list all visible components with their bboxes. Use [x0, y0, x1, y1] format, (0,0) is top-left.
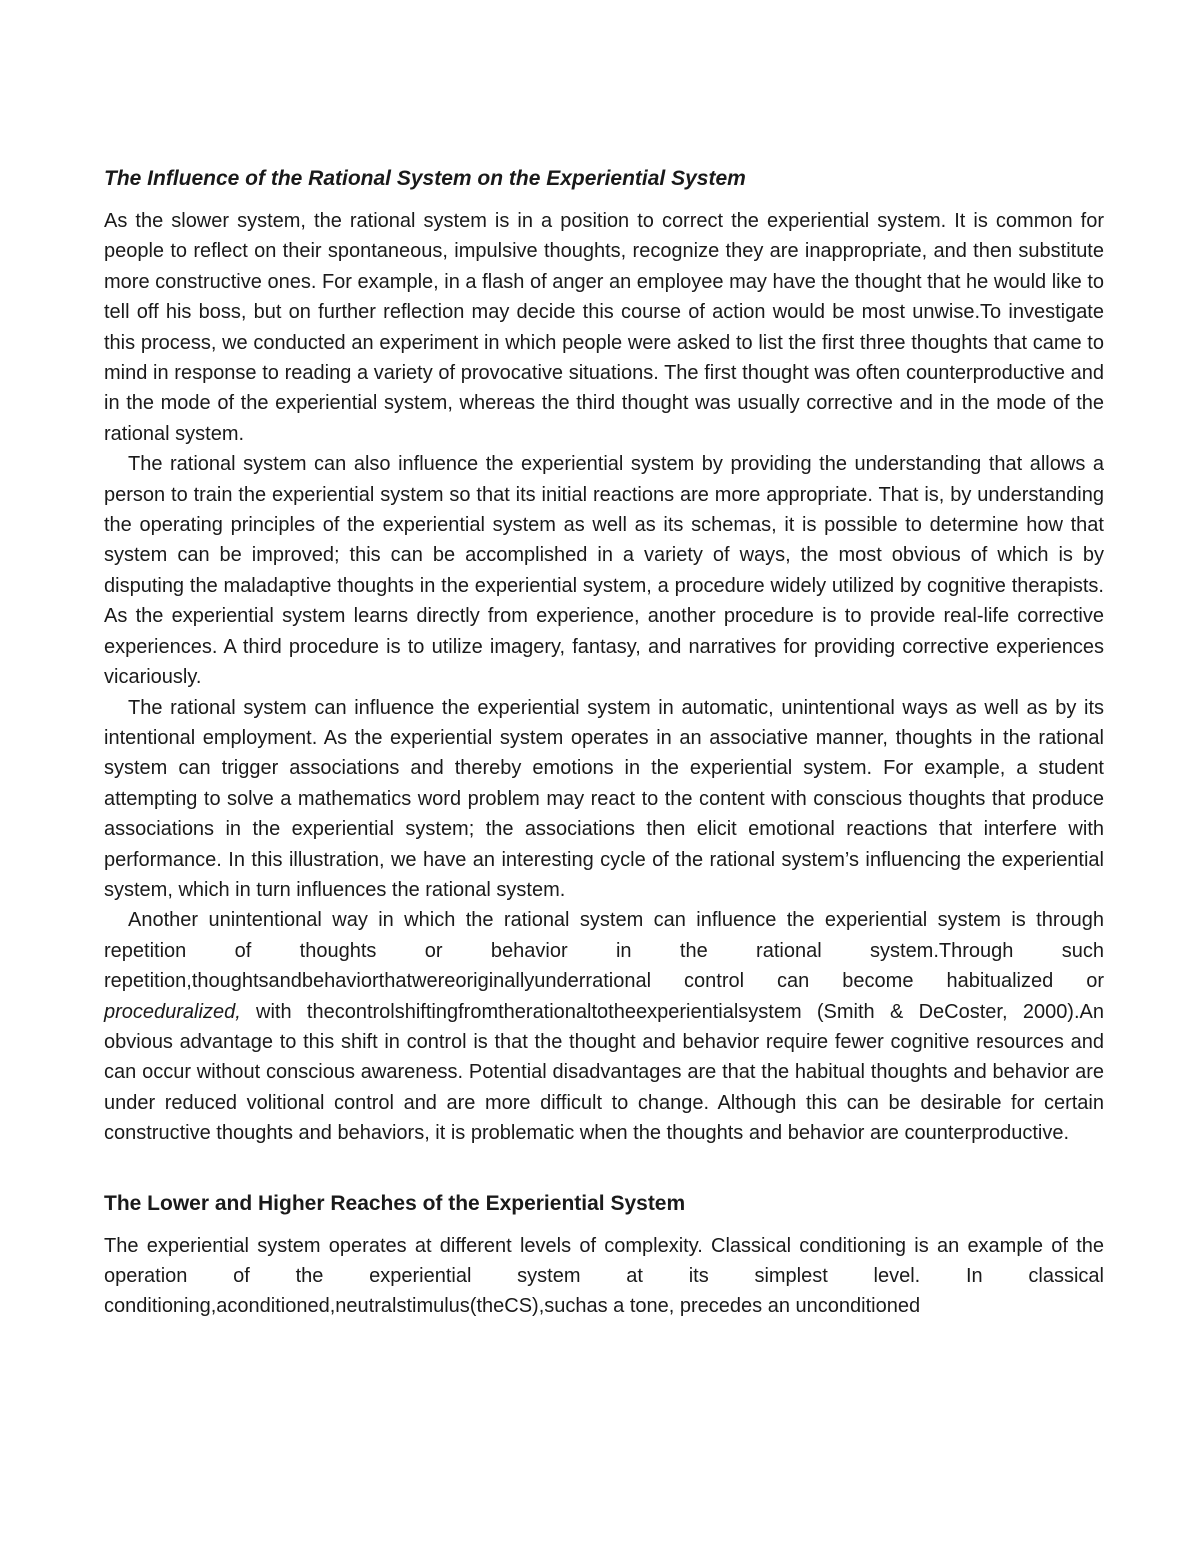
paragraph-4	[104, 905, 1104, 1148]
paragraph-3: The rational system can influence the experiential system in automatic, unintentional ways as well as by its intentional employment. As the experiential system operates in an associative manner, thoughts in the rational system can trigger associations and thereby emotions in the experiential system. For example, a student attempting to solve a mathematics word problem may react to the content with conscious thoughts that produce associations in the experiential system; the associations then elicit emotional reactions that interfere with performance. In this illustration, we have an interesting cycle of the rational system’s influencing the experiential system, which in turn influences the rational system.	[104, 696, 1104, 901]
section-heading-lower-higher-reaches: The Lower and Higher Reaches of the Experiential System	[104, 1191, 686, 1215]
paragraph-1: As the slower system, the rational system is in a position to correct the experiential system. It is common for people to reflect on their spontaneous, impulsive thoughts, recognize they are inappropriate, and then substitute more constructive ones. For example, in a flash of anger an employee may have the thought that he would like to tell off his boss, but on further reflection may decide this course of action would be most unwise.To investigate this process, we conducted an experiment in which people were asked to list the first three thoughts that came to mind in response to reading a variety of provocative situations. The first thought was often counterproductive and in the mode of the experiential system, whereas the third thought was usually corrective and in the mode of the rational system.	[104, 210, 1104, 445]
document-page	[104, 164, 1104, 1322]
paragraph-5: The experiential system operates at different levels of complexity. Classical conditioning is an example of the operation of the experiential system at its simplest level. In classical conditioning,aconditioned,neutralstimulus(theCS),suchas a tone, precedes an unconditioned	[104, 1234, 1104, 1318]
paragraph-2: The rational system can also influence the experiential system by providing the understanding that allows a person to train the experiential system so that its initial reactions are more appropriate. That is, by understanding the operating principles of the experiential system as well as its schemas, it is possible to determine how that system can be improved; this can be accomplished in a variety of ways, the most obvious of which is by disputing the maladaptive thoughts in the experiential system, a procedure widely utilized by cognitive therapists. As the experiential system learns directly from experience, another procedure is to provide real-life corrective experiences. A third procedure is to utilize imagery, fantasy, and narratives for providing corrective experiences vicariously.	[104, 453, 1104, 689]
paragraph-4-italic-term: proceduralized,	[104, 1000, 241, 1023]
section-heading-rational-influence: The Influence of the Rational System on the Experiential System	[104, 167, 746, 190]
section-lower-higher-reaches	[104, 1189, 1104, 1322]
paragraph-4-text-start: Another unintentional way in which the rational system can influence the experiential system is through repetition of thoughts or behavior in the rational system.Through such repetition,thoughtsandbehaviorthatwereoriginallyunderrational control can become habitualized or	[104, 909, 1104, 993]
paragraph-4-text-end: with thecontrolshiftingfromtherationaltotheexperientialsystem (Smith & DeCoster, 2000).An obvious advantage to this shift in control is that the thought and behavior require fewer cognitive resources and can occur without conscious awareness. Potential disadvantages are that the habitual thoughts and behavior are under reduced volitional control and are more difficult to change. Although this can be desirable for certain constructive thoughts and behaviors, it is problematic when the thoughts and behavior are counterproductive.	[104, 1000, 1104, 1145]
